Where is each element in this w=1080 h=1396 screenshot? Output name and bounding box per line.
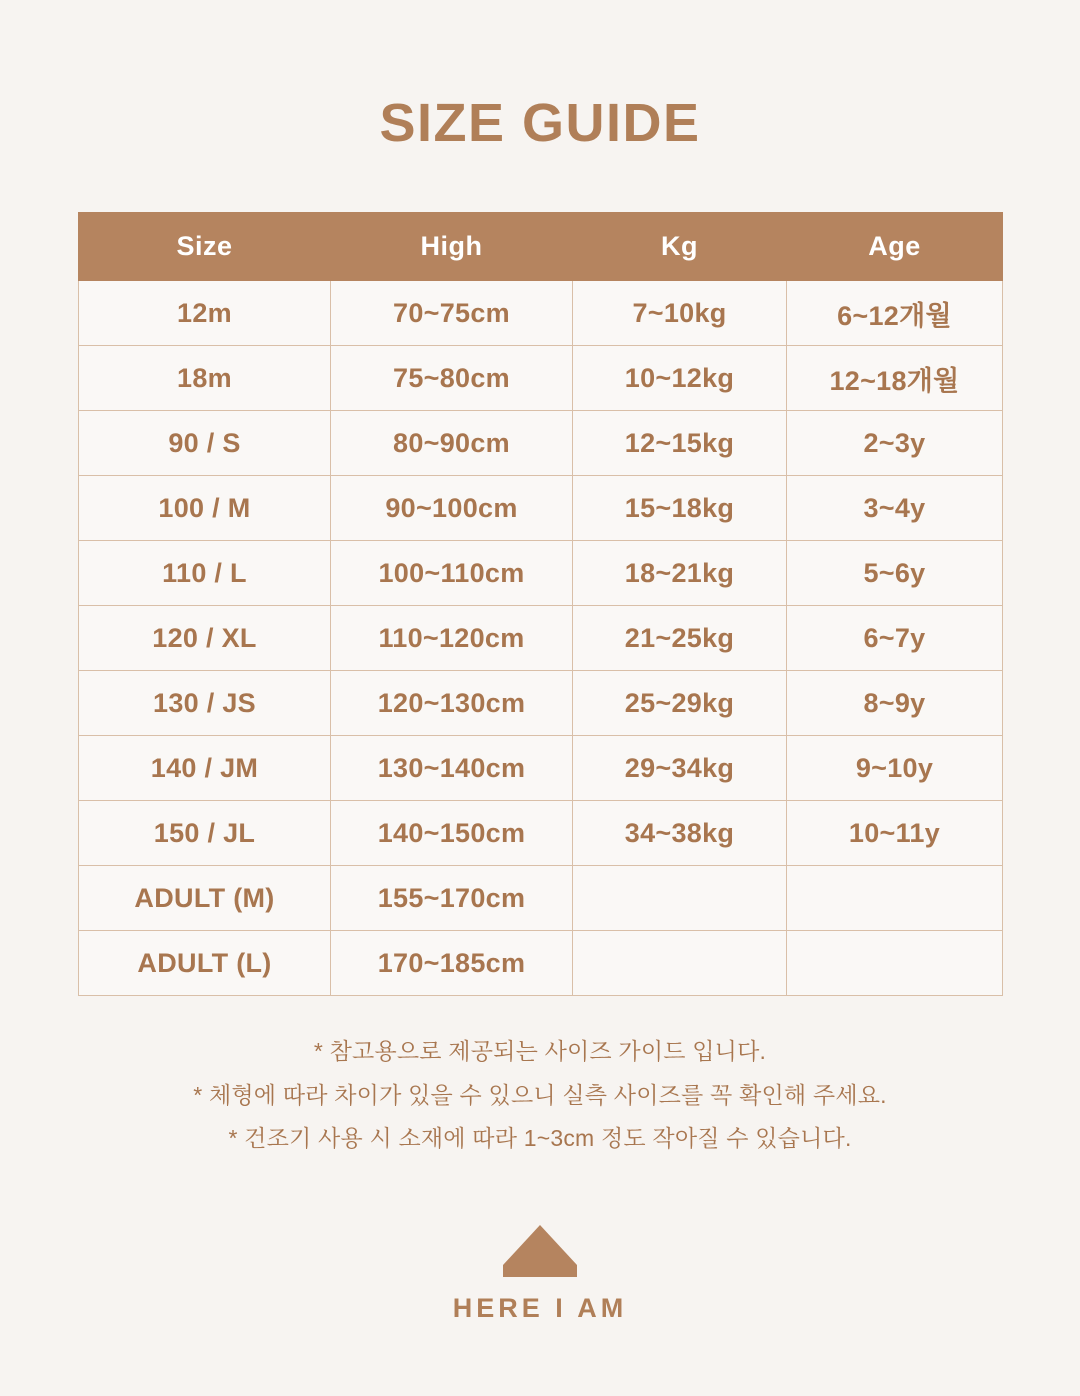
table-row bbox=[79, 411, 1003, 476]
cell-kg: 10~12kg bbox=[573, 346, 787, 411]
cell-age: 2~3y bbox=[787, 411, 1003, 476]
cell-age bbox=[787, 866, 1003, 931]
cell-size: 130 / JS bbox=[79, 671, 331, 736]
cell-age: 8~9y bbox=[787, 671, 1003, 736]
note-line: * 건조기 사용 시 소재에 따라 1~3cm 정도 작아질 수 있습니다. bbox=[228, 1125, 852, 1152]
notes-section bbox=[78, 1030, 1002, 1161]
cell-age: 3~4y bbox=[787, 476, 1003, 541]
cell-kg bbox=[573, 931, 787, 996]
cell-kg: 21~25kg bbox=[573, 606, 787, 671]
note-line: * 체형에 따라 차이가 있을 수 있으니 실측 사이즈를 꼭 확인해 주세요. bbox=[193, 1081, 887, 1108]
table-row bbox=[79, 606, 1003, 671]
cell-kg: 18~21kg bbox=[573, 541, 787, 606]
cell-high: 170~185cm bbox=[331, 931, 573, 996]
cell-kg: 34~38kg bbox=[573, 801, 787, 866]
table-row bbox=[79, 476, 1003, 541]
table-row bbox=[79, 671, 1003, 736]
cell-size: 150 / JL bbox=[79, 801, 331, 866]
note-line: * 참고용으로 제공되는 사이즈 가이드 입니다. bbox=[313, 1038, 767, 1064]
cell-high: 130~140cm bbox=[331, 736, 573, 801]
table-row bbox=[79, 541, 1003, 606]
table-header-row bbox=[79, 213, 1003, 281]
table-row bbox=[79, 931, 1003, 996]
cell-size: 90 / S bbox=[79, 411, 331, 476]
cell-kg: 25~29kg bbox=[573, 671, 787, 736]
cell-high: 70~75cm bbox=[331, 281, 573, 346]
cell-age: 6~12개월 bbox=[787, 281, 1003, 346]
cell-size: 120 / XL bbox=[79, 606, 331, 671]
cell-kg: 29~34kg bbox=[573, 736, 787, 801]
brand-name: HERE I AM bbox=[452, 1293, 628, 1324]
cell-high: 155~170cm bbox=[331, 866, 573, 931]
cell-size: 12m bbox=[79, 281, 331, 346]
page-title: SIZE GUIDE bbox=[379, 93, 701, 153]
cell-size: 18m bbox=[79, 346, 331, 411]
cell-size: 110 / L bbox=[79, 541, 331, 606]
column-header-age: Age bbox=[787, 213, 1003, 281]
cell-kg: 7~10kg bbox=[573, 281, 787, 346]
house-icon bbox=[501, 1223, 579, 1279]
cell-high: 90~100cm bbox=[331, 476, 573, 541]
size-table bbox=[78, 212, 1003, 996]
cell-age: 9~10y bbox=[787, 736, 1003, 801]
cell-kg: 12~15kg bbox=[573, 411, 787, 476]
cell-age bbox=[787, 931, 1003, 996]
cell-high: 100~110cm bbox=[331, 541, 573, 606]
table-row bbox=[79, 801, 1003, 866]
cell-age: 10~11y bbox=[787, 801, 1003, 866]
cell-age: 12~18개월 bbox=[787, 346, 1003, 411]
cell-kg: 15~18kg bbox=[573, 476, 787, 541]
cell-size: 140 / JM bbox=[79, 736, 331, 801]
cell-size: ADULT (M) bbox=[79, 866, 331, 931]
column-header-kg: Kg bbox=[573, 213, 787, 281]
table-row bbox=[79, 736, 1003, 801]
cell-high: 120~130cm bbox=[331, 671, 573, 736]
table-row bbox=[79, 346, 1003, 411]
table-row bbox=[79, 281, 1003, 346]
cell-kg bbox=[573, 866, 787, 931]
cell-age: 6~7y bbox=[787, 606, 1003, 671]
cell-size: 100 / M bbox=[79, 476, 331, 541]
cell-age: 5~6y bbox=[787, 541, 1003, 606]
column-header-high: High bbox=[331, 213, 573, 281]
brand-footer bbox=[453, 1223, 628, 1324]
cell-high: 80~90cm bbox=[331, 411, 573, 476]
cell-high: 140~150cm bbox=[331, 801, 573, 866]
cell-high: 75~80cm bbox=[331, 346, 573, 411]
size-table-container bbox=[78, 212, 1002, 996]
column-header-size: Size bbox=[79, 213, 331, 281]
cell-size: ADULT (L) bbox=[79, 931, 331, 996]
table-row bbox=[79, 866, 1003, 931]
cell-high: 110~120cm bbox=[331, 606, 573, 671]
